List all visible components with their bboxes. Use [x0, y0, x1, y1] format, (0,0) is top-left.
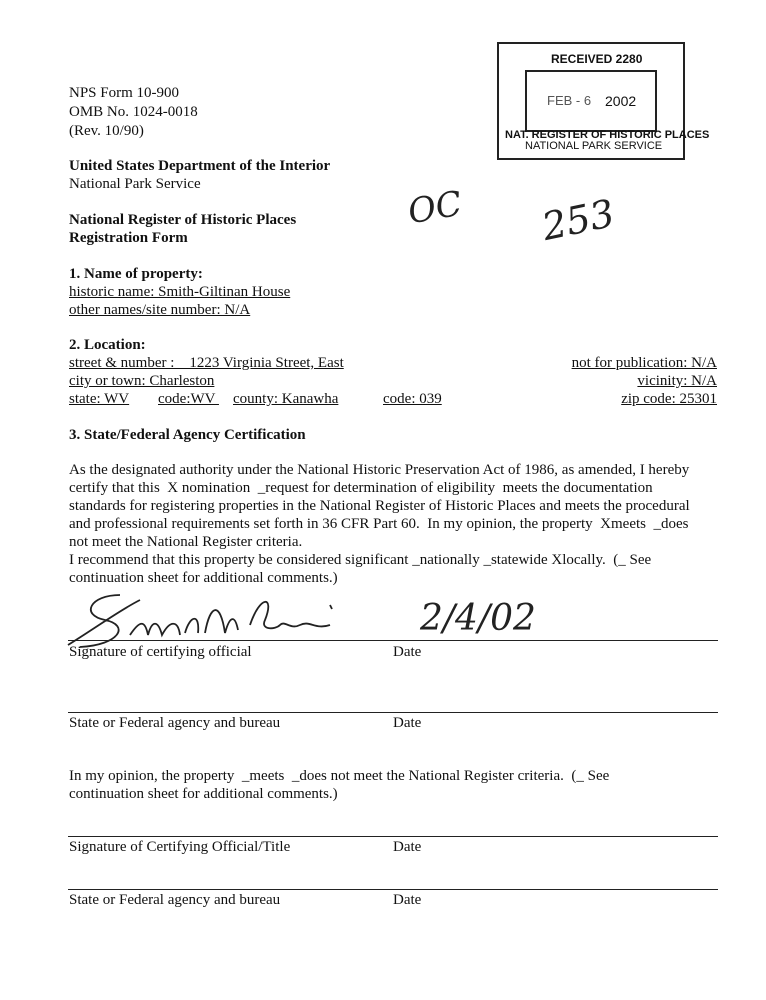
handwritten-initials: OC	[404, 183, 465, 233]
service-name: National Park Service	[69, 176, 201, 192]
stamp-received: RECEIVED 2280	[551, 52, 643, 66]
date-label: Date	[393, 839, 422, 855]
paragraph-line: certify that this X nomination _request for determination of eligibility meets the documentation	[69, 480, 653, 496]
state: state: WV	[69, 391, 130, 407]
agency-label: State or Federal agency and bureau	[69, 715, 281, 731]
signature2-label: Signature of Certifying Official/Title	[69, 839, 291, 855]
city-town: city or town: Charleston	[69, 373, 215, 389]
signature2-line	[68, 836, 718, 837]
register-heading: National Register of Historic Places	[69, 212, 297, 228]
handwritten-date: 2/4/02	[420, 598, 536, 639]
agency-line	[68, 712, 718, 713]
stamp-date-year: 2002	[605, 93, 637, 109]
form-title: Registration Form	[69, 230, 188, 246]
vicinity: vicinity: N/A	[637, 373, 717, 389]
date-label: Date	[393, 715, 422, 731]
form-revision: (Rev. 10/90)	[69, 123, 144, 139]
department-heading: United States Department of the Interior	[69, 158, 331, 174]
form-number: NPS Form 10-900	[69, 85, 180, 101]
section3-heading: 3. State/Federal Agency Certification	[69, 427, 306, 443]
paragraph-line: standards for registering properties in the National Register of Historic Places and meets the procedural	[69, 498, 690, 514]
county: county: Kanawha	[233, 391, 339, 407]
signature-line	[68, 640, 718, 641]
section1-heading: 1. Name of property:	[69, 266, 203, 282]
opinion-line: In my opinion, the property _meets _does not meet the National Register criteria. (_ See	[69, 768, 610, 784]
stamp-line1: NAT. REGISTER OF HISTORIC PLACES	[505, 129, 710, 141]
state-code: code:WV	[158, 391, 219, 407]
handwritten-number: 253	[538, 190, 619, 250]
paragraph-line: not meet the National Register criteria.	[69, 534, 303, 550]
stamp-date-month: FEB - 6	[547, 93, 592, 108]
signature-label: Signature of certifying official	[69, 644, 252, 660]
street-number: street & number : 1223 Virginia Street, East	[69, 355, 344, 371]
opinion-line: continuation sheet for additional comments.)	[69, 786, 338, 802]
section2-heading: 2. Location:	[69, 337, 146, 353]
zip-code: zip code: 25301	[621, 391, 717, 407]
date-label: Date	[393, 644, 422, 660]
paragraph-line: I recommend that this property be considered significant _nationally _statewide Xlocally. (_ See	[69, 552, 652, 568]
omb-number: OMB No. 1024-0018	[69, 104, 198, 120]
agency2-line	[68, 889, 718, 890]
stamp-line2: NATIONAL PARK SERVICE	[525, 140, 663, 152]
paragraph-line: As the designated authority under the National Historic Preservation Act of 1986, as amended, I hereby	[69, 462, 690, 478]
not-for-publication: not for publication: N/A	[571, 355, 717, 371]
certification-paragraph	[69, 461, 729, 587]
county-code: code: 039	[383, 391, 442, 407]
date-label: Date	[393, 892, 422, 908]
other-names: other names/site number: N/A	[69, 302, 251, 318]
historic-name: historic name: Smith-Giltinan House	[69, 284, 291, 300]
paragraph-line: and professional requirements set forth in 36 CFR Part 60. In my opinion, the property Xmeets _does	[69, 516, 689, 532]
received-stamp	[497, 42, 710, 160]
paragraph-line: continuation sheet for additional comments.)	[69, 570, 338, 586]
agency2-label: State or Federal agency and bureau	[69, 892, 281, 908]
